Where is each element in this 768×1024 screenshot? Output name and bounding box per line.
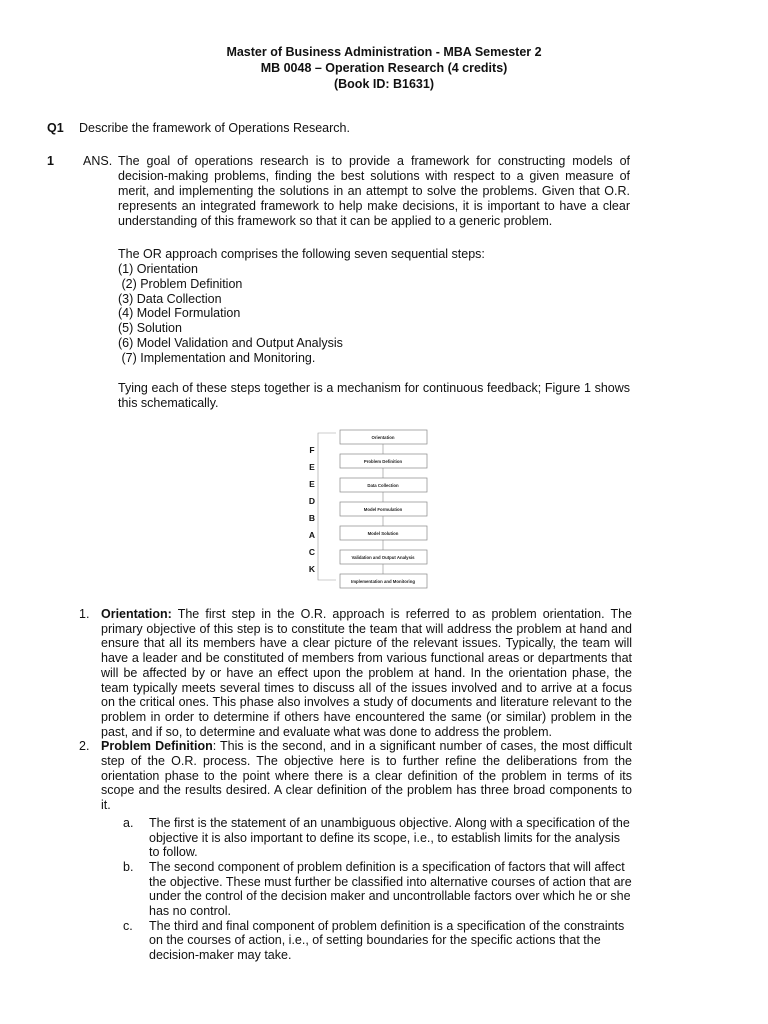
step-item: (2) Problem Definition	[118, 276, 243, 291]
answer-paragraph-2: Tying each of these steps together is a mechanism for continuous feedback; Figure 1 shows this schematically.	[118, 381, 630, 410]
feedback-letter: C	[308, 547, 316, 557]
steps-list	[118, 262, 343, 366]
feedback-letter: F	[309, 445, 315, 455]
list-item-orientation	[79, 607, 632, 739]
diagram-box-label: Model Formulation	[363, 507, 403, 512]
step-item: (6) Model Validation and Output Analysis	[118, 335, 343, 350]
sub-text: The third and final component of problem definition is a specification of the constraints on the courses of action, i.e., of setting boundaries for the specific actions that the decision-maker may take.	[149, 918, 625, 963]
step-item: (3) Data Collection	[118, 291, 222, 306]
item-text: : This is the second, and in a significant number of cases, the most difficult step of the O.R. process. The objective here is to further refine the deliberations from the orientation phase to the point where there is a clear definition of the problem in terms of its scope and the results desired. A clear definition of the problem has three broad components to it.	[101, 739, 632, 813]
sub-text: The first is the statement of an unambiguous objective. Along with a specification of the objective it is also important to define its scope, i.e., to establish limits for the analysis to follow.	[149, 815, 630, 860]
diagram-box-label: Data Collection	[367, 483, 399, 488]
step-item: (1) Orientation	[118, 262, 198, 276]
diagram-box-label: Validation and Output Analysis	[351, 555, 415, 560]
sub-item	[123, 919, 632, 963]
diagram-box-label: Implementation and Monitoring	[351, 579, 415, 584]
steps-detail-list	[79, 607, 632, 963]
sub-item	[123, 860, 632, 919]
question-label: Q1	[47, 121, 64, 135]
feedback-letter: E	[309, 462, 315, 472]
sub-label: c.	[123, 918, 133, 933]
list-item-problem-definition	[79, 739, 632, 963]
answer-label: ANS.	[83, 154, 113, 168]
header-line-1: Master of Business Administration - MBA Semester 2	[226, 45, 542, 59]
feedback-letter: A	[308, 530, 316, 540]
feedback-bracket	[318, 433, 336, 580]
sub-list	[123, 816, 632, 963]
feedback-letter: K	[308, 564, 316, 574]
step-item: (4) Model Formulation	[118, 306, 241, 321]
diagram-box-label: Problem Definition	[363, 459, 403, 464]
step-item: (7) Implementation and Monitoring.	[118, 350, 316, 365]
list-number: 1.	[79, 607, 90, 621]
feedback-letter: B	[308, 513, 316, 523]
sub-label: b.	[123, 859, 134, 874]
sub-item	[123, 816, 632, 860]
feedback-letter: E	[309, 479, 315, 489]
header-line-2: MB 0048 – Operation Research (4 credits)	[260, 61, 508, 75]
header-line-3: (Book ID: B1631)	[333, 77, 435, 91]
answer-number: 1	[47, 154, 54, 168]
item-title: Problem Definition	[101, 739, 213, 754]
answer-paragraph-1: The goal of operations research is to provide a framework for constructing models of decision-making problems, finding the best solutions with respect to a given measure of merit, and implementing the solutions in an attempt to solve the problems. Given that O.R. represents an integrated framework to help make decisions, it is important to have a clear understanding of this framework so that it can be applied to a generic problem.	[118, 154, 630, 228]
sub-label: a.	[123, 815, 134, 830]
steps-intro: The OR approach comprises the following seven sequential steps:	[118, 247, 485, 261]
item-text: The first step in the O.R. approach is referred to as problem orientation. The primary objective of this step is to constitute the team that will address the problem at hand and ensure that all its members have a clear picture of the relevant issues. Typically, the team will have a leader and be constituted of members from various functional areas or departments that will be affected by or have an effect upon the problem at hand. In the orientation phase, the team typically meets several times to discuss all of the issues involved and to arrive at a focus on the critical ones. This phase also involves a study of documents and literature relevant to the problem in order to determine if others have encountered the same (or similar) problem in the past, and if so, to determine and evaluate what was done to address the problem.	[101, 607, 632, 739]
feedback-letter: D	[308, 496, 316, 506]
diagram-box-label: Orientation	[371, 435, 395, 440]
or-framework-diagram	[300, 428, 440, 590]
step-item: (5) Solution	[118, 321, 182, 336]
sub-text: The second component of problem definition is a specification of factors that will affect the objective. These must further be classified into alternative courses of action that are under the control of the decision maker and uncontrollable factors over which he or she has no control.	[149, 859, 632, 919]
question-text: Describe the framework of Operations Research.	[79, 121, 350, 135]
list-number: 2.	[79, 739, 90, 754]
item-title: Orientation:	[101, 607, 172, 621]
diagram-box-label: Model Solution	[367, 531, 399, 536]
